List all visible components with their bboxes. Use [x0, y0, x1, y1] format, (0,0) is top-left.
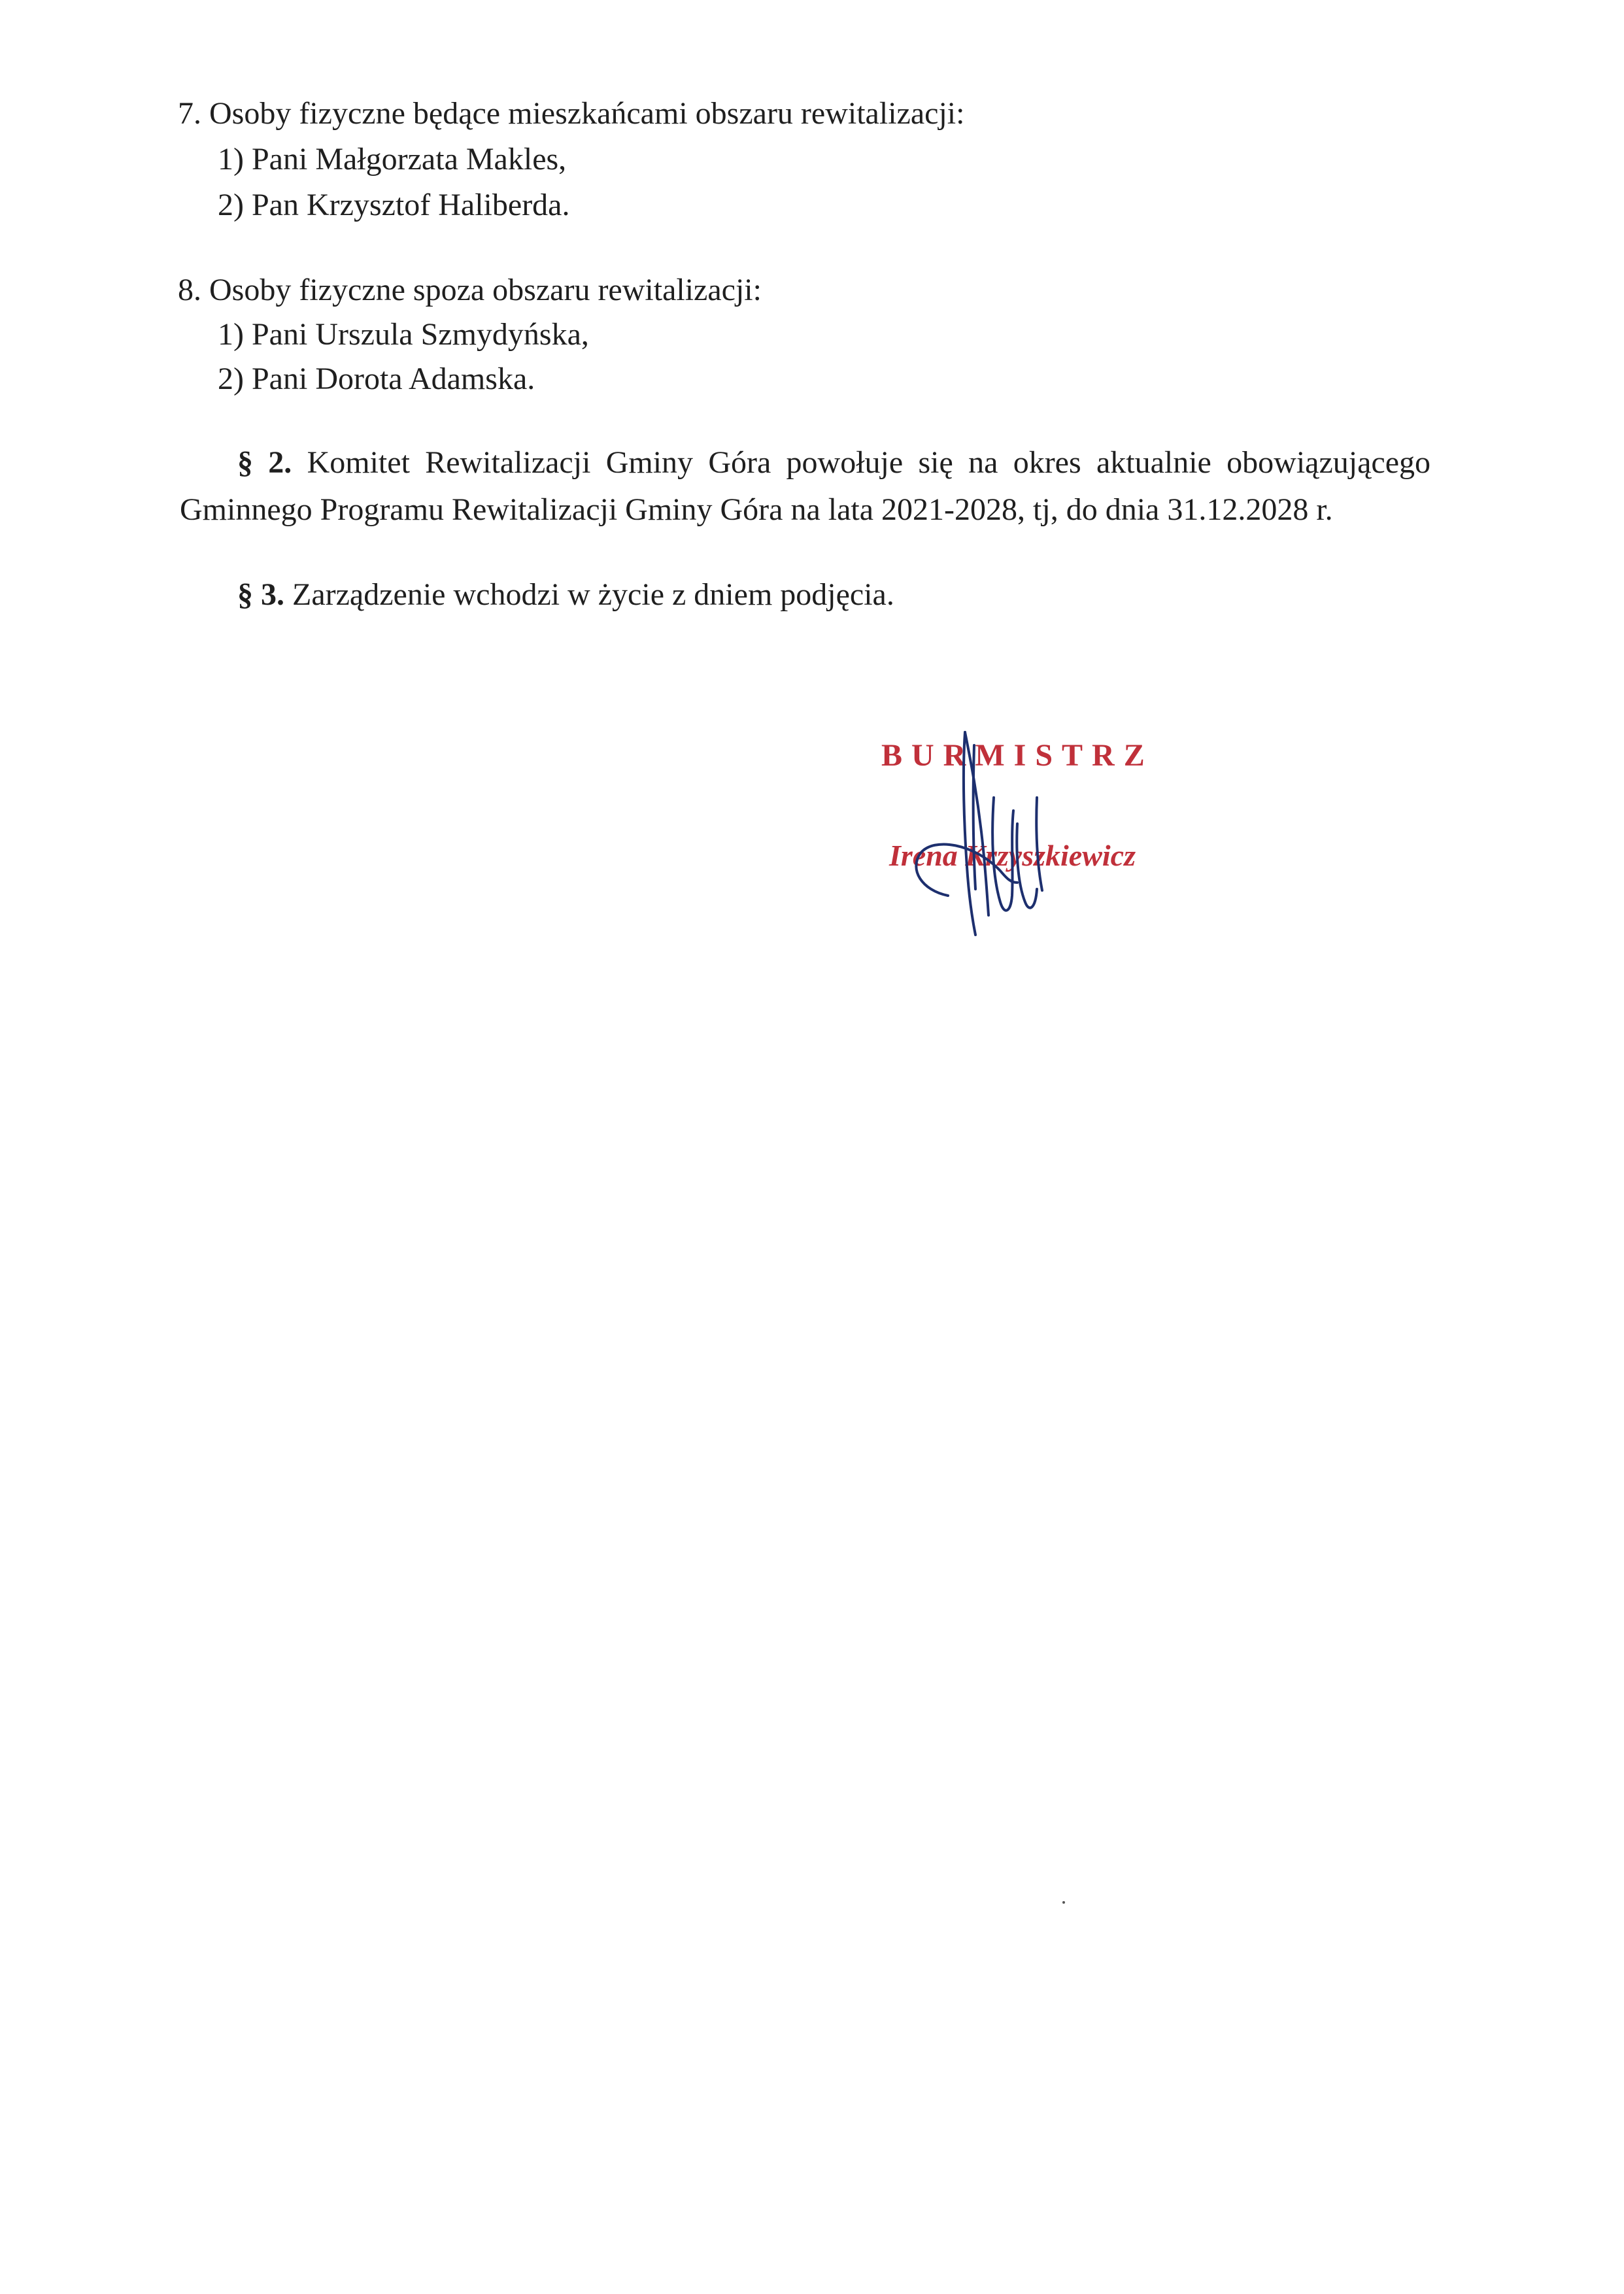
scan-speck [1062, 1901, 1065, 1904]
section-7-item-1 [218, 141, 566, 178]
paragraph-3 [237, 577, 894, 613]
item-text: Pan Krzysztof Haliberda. [251, 188, 570, 222]
paragraph-text: Zarządzenie wchodzi w życie z dniem podjęcia. [292, 577, 894, 612]
item-number: 2) [218, 188, 244, 222]
item-number: 1) [218, 142, 244, 177]
paragraph-mark: § 2. [237, 445, 292, 480]
handwritten-signature [902, 719, 1138, 941]
paragraph-mark: § 3. [237, 577, 284, 612]
item-number: 1) [218, 317, 244, 352]
stamp-title: BURMISTRZ [881, 738, 1154, 773]
section-8-item-2 [218, 361, 535, 397]
item-text: Pani Małgorzata Makles, [251, 142, 567, 177]
item-text: Pani Urszula Szmydyńska, [251, 317, 589, 352]
section-7-heading: 7. Osoby fizyczne będące mieszkańcami obszaru rewitalizacji: [178, 96, 965, 131]
section-7-item-2 [218, 187, 569, 224]
stamp-name: Irena Krzyszkiewicz [889, 839, 1136, 872]
section-8-heading: 8. Osoby fizyczne spoza obszaru rewitalizacji: [178, 273, 762, 307]
section-8-item-1 [218, 316, 589, 353]
item-text: Pani Dorota Adamska. [251, 362, 535, 396]
paragraph-2 [180, 439, 1430, 533]
paragraph-text: Komitet Rewitalizacji Gminy Góra powołuje się na okres aktualnie obowiązującego Gminnego Programu Rewitalizacji Gminy Góra na lata 2021-2028, tj, do dnia 31.12.2028 r. [180, 445, 1431, 527]
item-number: 2) [218, 362, 244, 396]
